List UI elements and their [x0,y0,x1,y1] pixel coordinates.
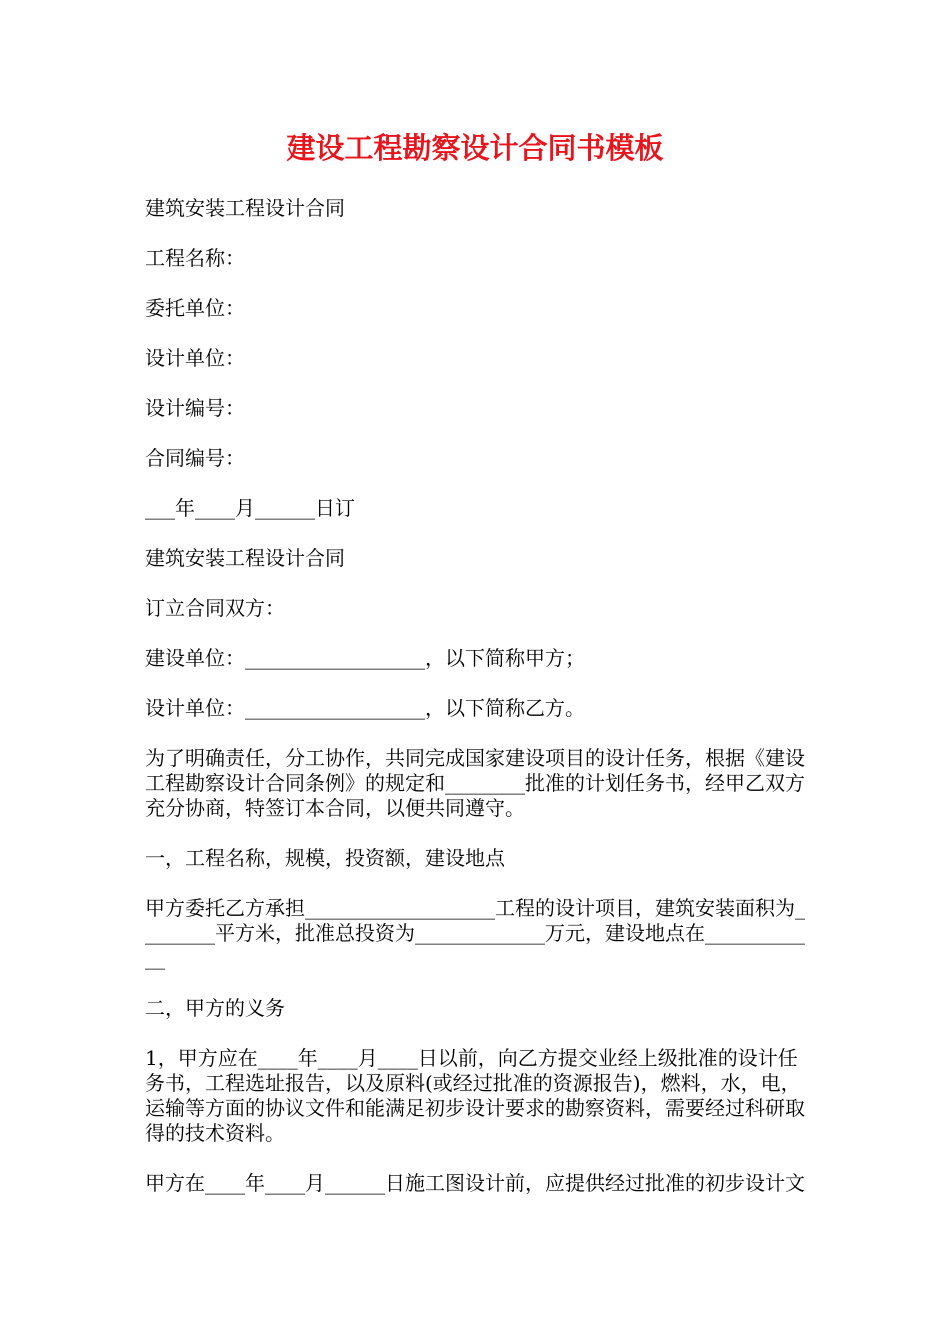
paragraph: 建筑安装工程设计合同 [145,196,345,220]
paragraph: 订立合同双方： [145,596,285,620]
paragraph: 委托单位： [145,296,245,320]
paragraph: 二，甲方的义务 [145,996,285,1020]
paragraph: 1，甲方应在____年____月____日以前，向乙方提交业经上级批准的设计任务书，工程选址报告，以及原料(或经过批准的资源报告)，燃料，水，电，运输等方面的协议文件和能满足初步设计要求的勘察资料，需要经过科研取得的技术资料。 [145,1046,805,1145]
document-title: 建设工程勘察设计合同书模板 [286,131,664,165]
paragraph: 合同编号： [145,446,245,470]
paragraph: 甲方委托乙方承担___________________工程的设计项目，建筑安装面积为________平方米，批准总投资为_____________万元，建设地点在____________ [145,896,805,970]
paragraph: 设计单位： [145,346,245,370]
paragraph: 一，工程名称，规模，投资额，建设地点 [145,846,505,870]
paragraph: ___年____月______日订 [145,496,355,520]
paragraph: 建设单位：__________________，以下简称甲方； [145,646,585,670]
paragraph: 甲方在____年____月______日施工图设计前，应提供经过批准的初步设计文 [145,1171,805,1195]
paragraph: 建筑安装工程设计合同 [145,546,345,570]
paragraph: 设计编号： [145,396,245,420]
paragraph: 设计单位：__________________，以下简称乙方。 [145,696,585,720]
paragraph: 工程名称： [145,246,245,270]
paragraph: 为了明确责任，分工协作，共同完成国家建设项目的设计任务，根据《建设工程勘察设计合同条例》的规定和________批准的计划任务书，经甲乙双方充分协商，特签订本合同，以便共同遵守。 [145,746,805,820]
document-body [145,196,810,1221]
